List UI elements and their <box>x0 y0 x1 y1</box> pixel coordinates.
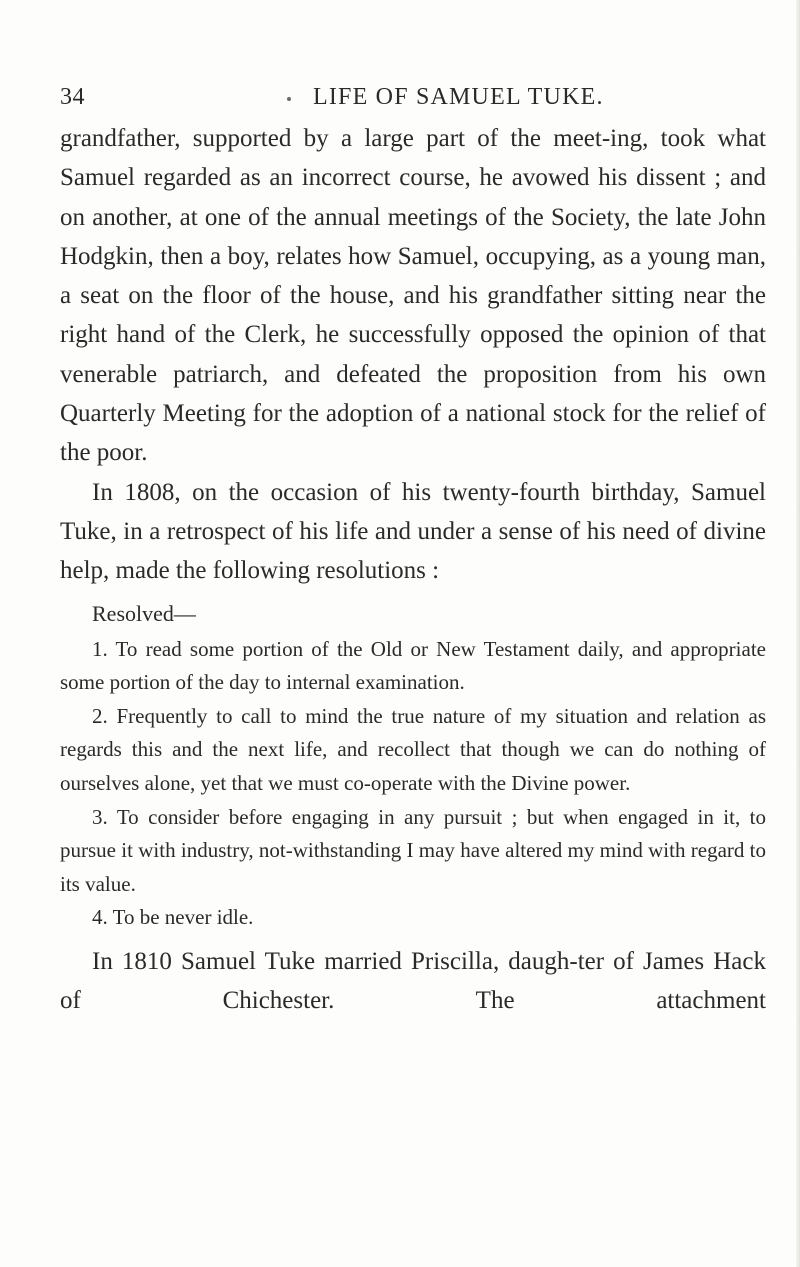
page-header <box>60 84 760 118</box>
page-number: 34 <box>60 84 85 110</box>
paragraph-continued: grandfather, supported by a large part of the meet-ing, took what Samuel regarded as an incorrect course, he avowed his dissent ; and on another, at one of the annual meetings of the Society, the late John Hodgkin, then a boy, relates how Samuel, occupying, as a young man, a seat on the floor of the house, and his grandfather sitting near the right hand of the Clerk, he successfully opposed the opinion of that venerable patriarch, and defeated the proposition from his own Quarterly Meeting for the adoption of a national stock for the relief of the poor. <box>60 125 766 467</box>
resolution-item: 3. To consider before engaging in any pursuit ; but when engaged in it, to pursue it with industry, not-withstanding I may have altered my mind with regard to its value. <box>60 804 766 896</box>
body-text <box>60 119 766 1021</box>
resolutions-list <box>60 633 766 935</box>
paragraph-1808: In 1808, on the occasion of his twenty-fourth birthday, Samuel Tuke, in a retrospect of his life and under a sense of his need of divine help, made the following resolutions : <box>60 478 766 585</box>
resolved-heading: Resolved— <box>92 600 196 626</box>
resolution-item: 4. To be never idle. <box>92 905 254 930</box>
running-head: LIFE OF SAMUEL TUKE. <box>313 84 604 110</box>
paragraph-1810: In 1810 Samuel Tuke married Priscilla, daugh-ter of James Hack of Chichester. The attachment <box>60 947 766 1015</box>
resolution-item: 1. To read some portion of the Old or New Testament daily, and appropriate some portion of the day to internal examination. <box>60 636 766 695</box>
resolution-item: 2. Frequently to call to mind the true nature of my situation and relation as regards this and the next life, and recollect that though we can do nothing of ourselves alone, yet that we must co-operate with the Divine power. <box>60 703 766 795</box>
header-ornament-dot <box>287 97 291 101</box>
page-edge-shadow <box>796 0 800 1267</box>
